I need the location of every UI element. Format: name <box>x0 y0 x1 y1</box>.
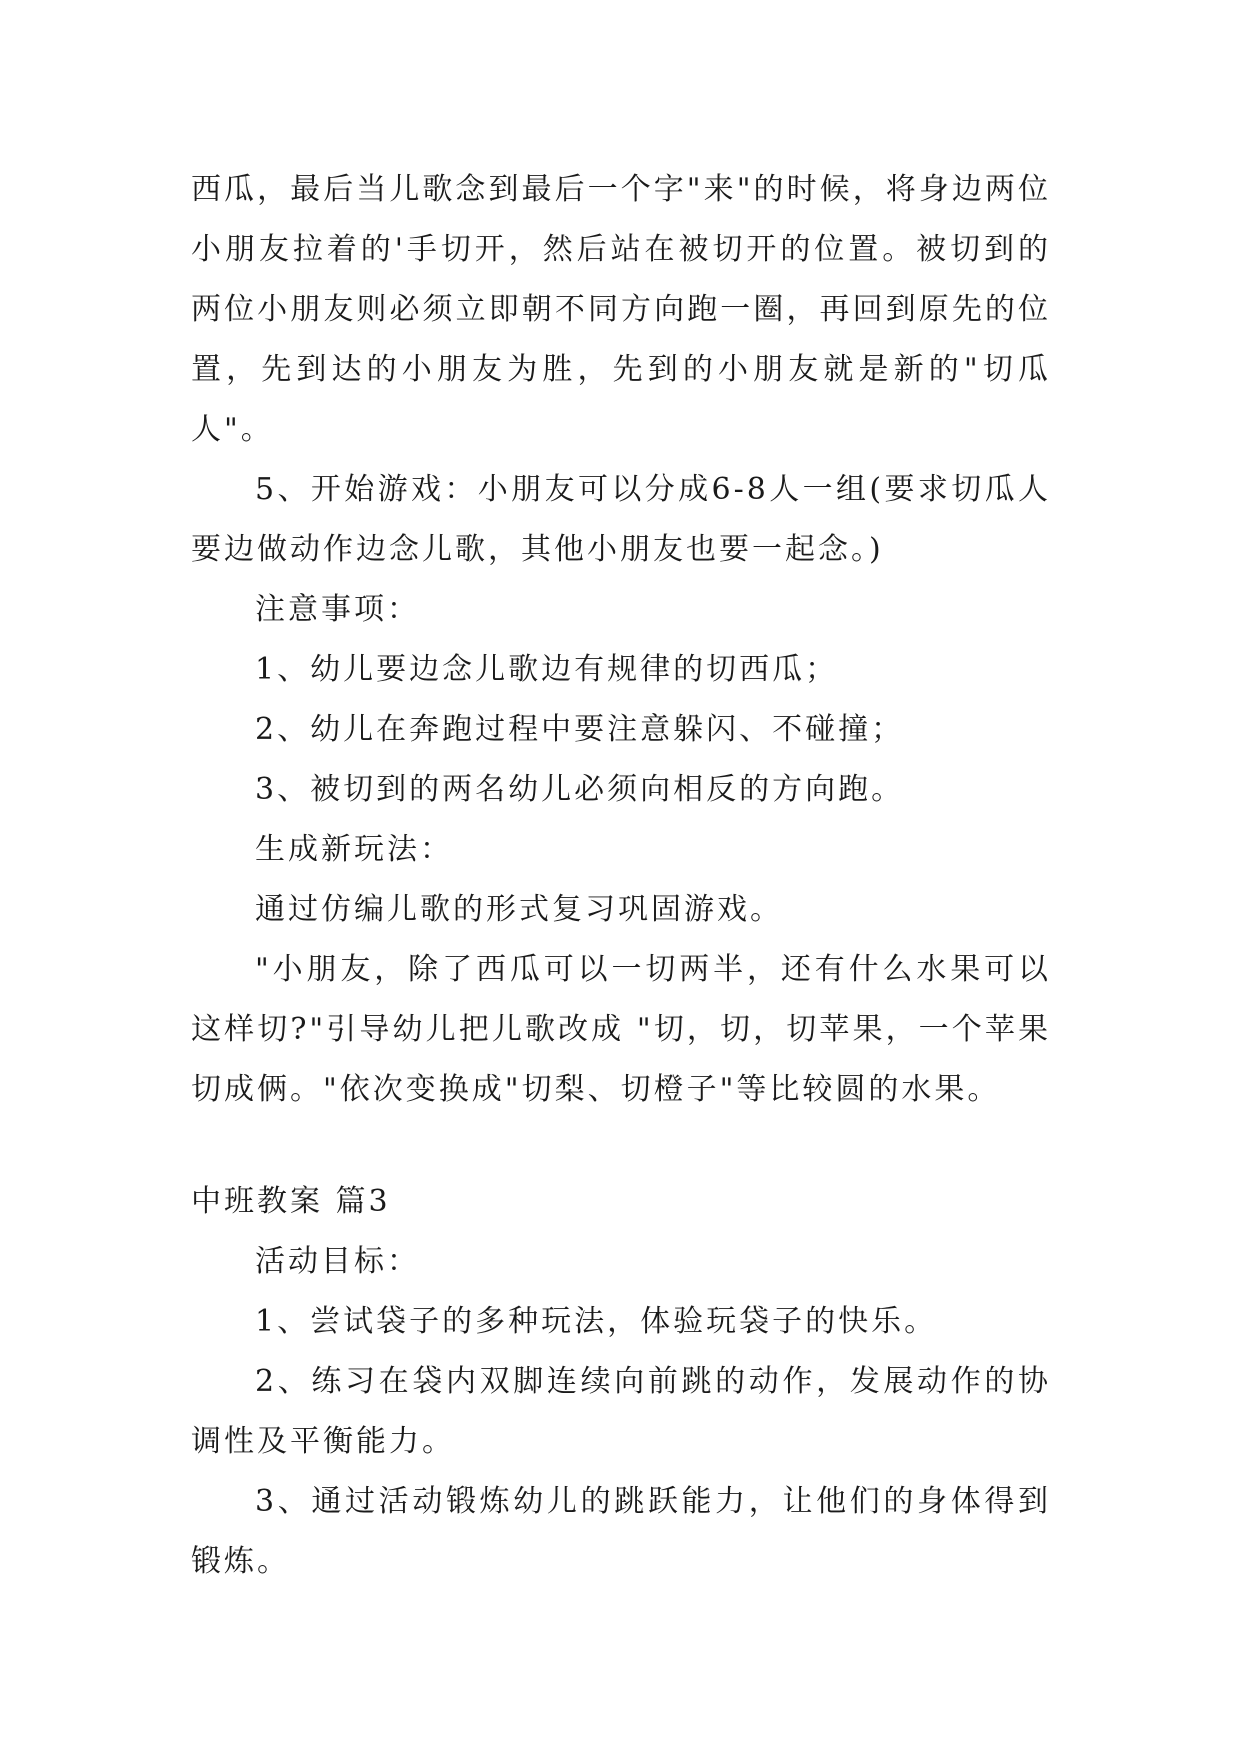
heading-new-gameplay: 生成新玩法： <box>255 832 453 867</box>
section-title: 中班教案 篇3 <box>191 1184 391 1219</box>
goal-item-2: 2、练习在袋内双脚连续向前跳的动作，发展动作的协调性及平衡能力。 <box>191 1364 1051 1459</box>
paragraph-start-game: 5、开始游戏：小朋友可以分成6-8人一组(要求切瓜人要边做动作边念儿歌，其他小朋友也要一起念。) <box>191 472 1051 567</box>
heading-notes: 注意事项： <box>255 592 420 627</box>
document-body <box>191 160 1051 1592</box>
heading-activity-goals: 活动目标： <box>255 1244 420 1279</box>
paragraph-review-method: 通过仿编儿歌的形式复习巩固游戏。 <box>255 892 783 927</box>
goal-item-3: 3、通过活动锻炼幼儿的跳跃能力，让他们的身体得到锻炼。 <box>191 1484 1051 1579</box>
paragraph-fruit-variation: "小朋友，除了西瓜可以一切两半，还有什么水果可以这样切?"引导幼儿把儿歌改成 "切，切，切苹果，一个苹果切成俩。"依次变换成"切梨、切橙子"等比较圆的水果。 <box>191 952 1051 1107</box>
goal-item-1: 1、尝试袋子的多种玩法，体验玩袋子的快乐。 <box>255 1304 938 1339</box>
note-item-2: 2、幼儿在奔跑过程中要注意躲闪、不碰撞； <box>255 712 905 747</box>
note-item-1: 1、幼儿要边念儿歌边有规律的切西瓜； <box>255 652 839 687</box>
note-item-3: 3、被切到的两名幼儿必须向相反的方向跑。 <box>255 772 905 807</box>
paragraph-game-rules: 西瓜，最后当儿歌念到最后一个字"来"的时候，将身边两位小朋友拉着的'手切开，然后站在被切开的位置。被切到的两位小朋友则必须立即朝不同方向跑一圈，再回到原先的位置，先到达的小朋友为胜，先到的小朋友就是新的"切瓜人"。 <box>191 172 1051 447</box>
